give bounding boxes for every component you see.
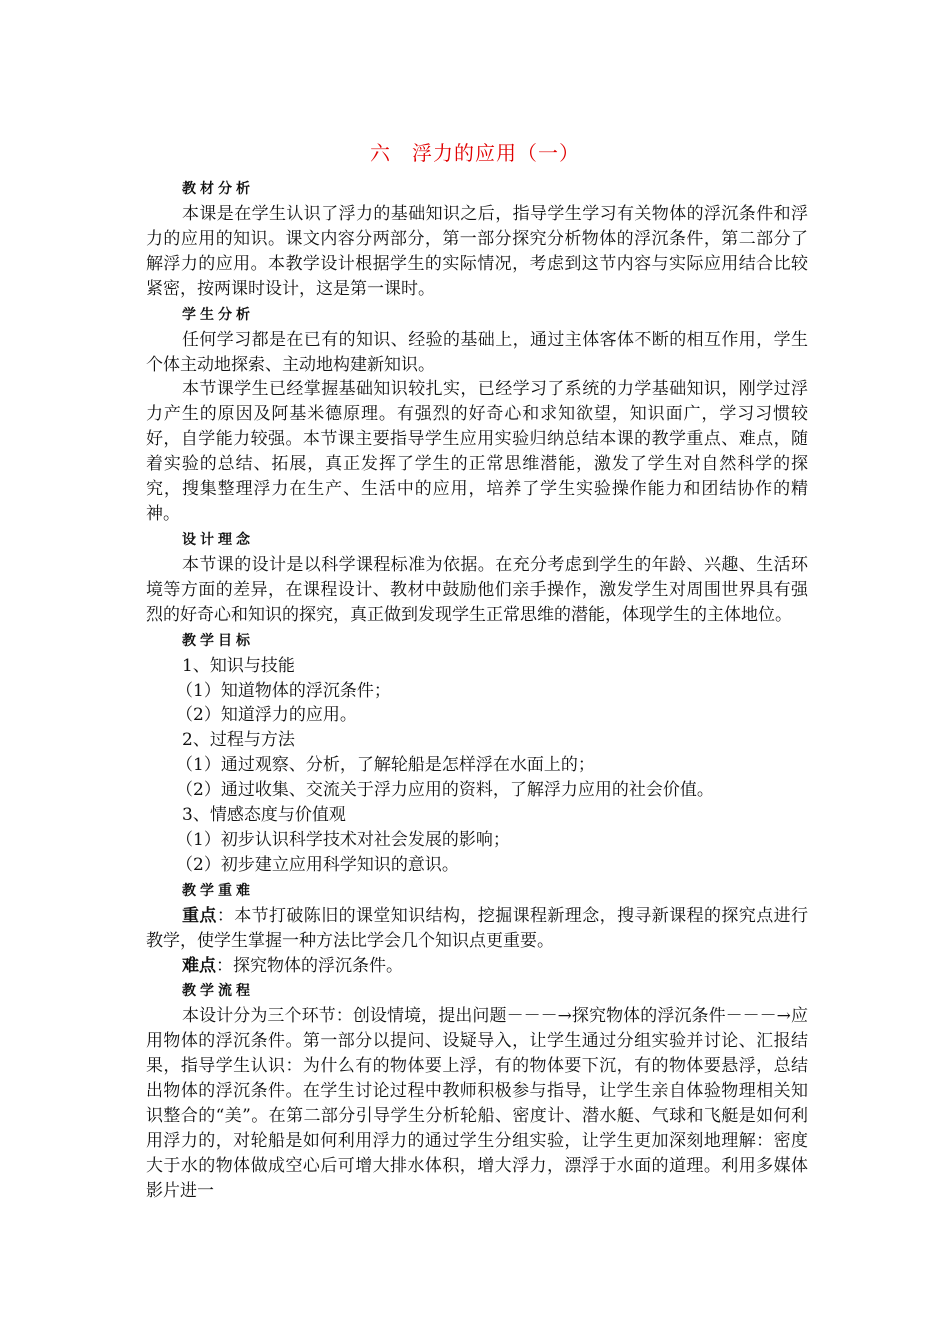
section-heading-flow: 教学流程 xyxy=(182,983,254,1000)
paragraph-student-2: 本节课学生已经掌握基础知识较扎实，已经学习了系统的力学基础知识，刚学过浮力产生的原因及阿基米德原理。有强烈的好奇心和求知欲望，知识面广，学习习惯较好，自学能力较强。本节课主要指导学生应用实验归纳总结本课的教学重点、难点，随着实验的总结、拓展，真正发挥了学生的正常思维潜能，激发了学生对自然科学的探究，搜集整理浮力在生产、生活中的应用，培养了学生实验操作能力和团结协作的精神。 xyxy=(146,379,808,524)
paragraph-key-point xyxy=(146,904,808,954)
goal-knowledge-1: （1）知道物体的浮沉条件； xyxy=(176,680,391,701)
key-point-label: 重点 xyxy=(182,905,217,926)
document-body xyxy=(146,176,808,1204)
goal-attitude-2: （2）初步建立应用科学知识的意识。 xyxy=(176,854,459,875)
goal-process-1: （1）通过观察、分析，了解轮船是怎样浮在水面上的； xyxy=(176,755,595,776)
goal-attitude: 3、情感态度与价值观 xyxy=(182,805,346,826)
section-heading-material: 教材分析 xyxy=(182,181,254,197)
section-heading-difficulty: 教学重难 xyxy=(182,882,254,899)
section-heading-goals: 教学目标 xyxy=(182,632,254,649)
paragraph-hard-point xyxy=(146,954,808,979)
paragraph-student-1: 任何学习都是在已有的知识、经验的基础上，通过主体客体不断的相互作用，学生个体主动地探索、主动地构建新知识。 xyxy=(146,329,808,375)
paragraph-flow: 本设计分为三个环节：创设情境，提出问题－－－→探究物体的浮沉条件－－－→应用物体的浮沉条件。第一部分以提问、设疑导入，让学生通过分组实验并讨论、汇报结果，指导学生认识：为什么有的物体要上浮，有的物体要下沉，有的物体要悬浮，总结出物体的浮沉条件。在学生讨论过程中教师积极参与指导，让学生亲自体验物理相关知识整合的“美”。在第二部分引导学生分析轮船、密度计、潜水艇、气球和飞艇是如何利用浮力的，对轮船是如何利用浮力的通过学生分组实验，让学生更加深刻地理解：密度大于水的物体做成空心后可增大排水体积，增大浮力，漂浮于水面的道理。利用多媒体影片进一 xyxy=(146,1006,808,1201)
hard-point-text: ：探究物体的浮沉条件。 xyxy=(216,955,403,976)
hard-point-label: 难点 xyxy=(182,955,216,976)
goal-knowledge-2: （2）知道浮力的应用。 xyxy=(176,705,357,726)
section-heading-design: 设计理念 xyxy=(182,531,254,548)
paragraph-design: 本节课的设计是以科学课程标准为依据。在充分考虑到学生的年龄、兴趣、生活环境等方面的差异，在课程设计、教材中鼓励他们亲手操作，激发学生对周围世界具有强烈的好奇心和知识的探究，真正做到发现学生正常思维的潜能，体现学生的主体地位。 xyxy=(146,554,808,625)
goal-knowledge: 1、知识与技能 xyxy=(182,655,295,676)
goal-process-2: （2）通过收集、交流关于浮力应用的资料，了解浮力应用的社会价值。 xyxy=(176,780,714,801)
section-heading-student: 学生分析 xyxy=(182,306,254,323)
paragraph-material: 本课是在学生认识了浮力的基础知识之后，指导学生学习有关物体的浮沉条件和浮力的应用的知识。课文内容分两部分，第一部分探究分析物体的浮沉条件，第二部分了解浮力的应用。本教学设计根据学生的实际情况，考虑到这节内容与实际应用结合比较紧密，按两课时设计，这是第一课时。 xyxy=(146,204,808,299)
goal-process: 2、过程与方法 xyxy=(182,730,295,751)
key-point-text: ：本节打破陈旧的课堂知识结构，挖掘课程新理念，搜寻新课程的探究点进行教学，使学生掌握一种方法比学会几个知识点更重要。 xyxy=(146,905,809,951)
goal-attitude-1: （1）初步认识科学技术对社会发展的影响； xyxy=(176,829,510,850)
page-title: 六 浮力的应用（一） xyxy=(370,141,580,165)
